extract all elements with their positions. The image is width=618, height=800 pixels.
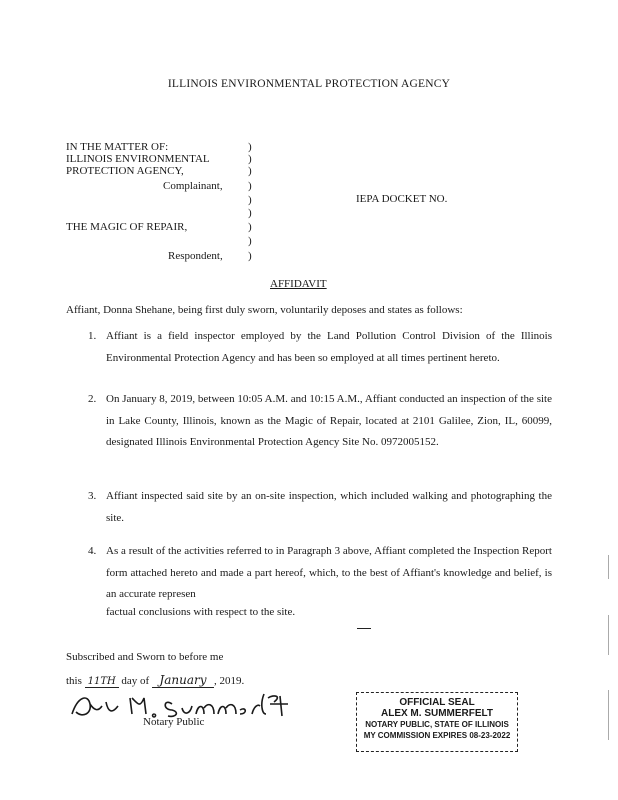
stray-mark	[357, 628, 371, 629]
scan-artifact	[608, 555, 609, 579]
caption-respondent-name: THE MAGIC OF REPAIR,	[66, 221, 188, 233]
paragraph-text: As a result of the activities referred to in Paragraph 3 above, Affiant completed the Inspection Report form attached hereto and made a part hereof, which, to the best of Affiant's knowledge and belief, is an accurate represen	[106, 545, 552, 600]
caption-agency-line2: PROTECTION AGENCY,	[66, 165, 184, 177]
caption-agency-line1: ILLINOIS ENVIRONMENTAL	[66, 153, 210, 165]
paragraph-1	[88, 326, 552, 369]
affidavit-title: AFFIDAVIT	[270, 278, 327, 290]
caption-complainant: Complainant,	[163, 180, 223, 192]
agency-header: ILLINOIS ENVIRONMENTAL PROTECTION AGENCY	[167, 78, 451, 90]
docket-number: IEPA DOCKET NO.	[356, 193, 448, 205]
scan-artifact	[608, 690, 609, 740]
paragraph-text: Affiant is a field inspector employed by the Land Pollution Control Division of the Illinois Environmental Protection Agency and has been so employed at all times pertinent hereto.	[106, 330, 552, 364]
seal-state: NOTARY PUBLIC, STATE OF ILLINOIS	[365, 720, 509, 729]
seal-name: ALEX M. SUMMERFELT	[380, 708, 494, 719]
official-seal-stamp	[356, 692, 518, 752]
scan-artifact	[608, 615, 609, 655]
caption-paren: )	[248, 194, 252, 206]
caption-paren: )	[248, 235, 252, 247]
jurat-month: January	[152, 673, 214, 688]
notary-public-label: Notary Public	[143, 716, 205, 728]
paragraph-number: 4.	[88, 545, 97, 557]
caption-respondent: Respondent,	[168, 250, 223, 262]
seal-expiration: MY COMMISSION EXPIRES 08-23-2022	[363, 731, 511, 740]
caption-paren: )	[248, 165, 252, 177]
jurat-this: this	[66, 675, 82, 687]
paragraph-text: On January 8, 2019, between 10:05 A.M. and 10:15 A.M., Affiant conducted an inspection of the site in Lake County, Illinois, known as the Magic of Repair, located at 2101 Galilee, Zion, IL, 60099, designated Illinois Environmental Protection Agency Site No. 0972005152.	[106, 393, 552, 448]
caption-matter: IN THE MATTER OF:	[66, 141, 169, 153]
caption-paren: )	[248, 221, 252, 233]
paragraph-text: Affiant inspected said site by an on-site inspection, which included walking and photographing the site.	[106, 490, 552, 524]
seal-title: OFFICIAL SEAL	[399, 697, 475, 708]
jurat-day: 11TH	[85, 676, 119, 688]
caption-paren: )	[248, 180, 252, 192]
caption-paren: )	[248, 207, 252, 219]
jurat-day-of: day of	[121, 675, 150, 687]
paragraph-4	[88, 541, 552, 606]
paragraph-2	[88, 389, 552, 454]
caption-paren: )	[248, 153, 252, 165]
paragraph-number: 3.	[88, 490, 97, 502]
jurat-date-line	[66, 673, 244, 688]
paragraph-3	[88, 486, 552, 529]
paragraph-number: 1.	[88, 330, 97, 342]
jurat-year: , 2019.	[213, 675, 245, 687]
paragraph-4-tail: factual conclusions with respect to the site.	[106, 606, 296, 618]
jurat-line: Subscribed and Sworn to before me	[66, 651, 224, 663]
affiant-intro: Affiant, Donna Shehane, being first duly sworn, voluntarily deposes and states as follows:	[66, 304, 463, 316]
caption-paren: )	[248, 141, 252, 153]
paragraph-number: 2.	[88, 393, 97, 405]
caption-paren: )	[248, 250, 252, 262]
